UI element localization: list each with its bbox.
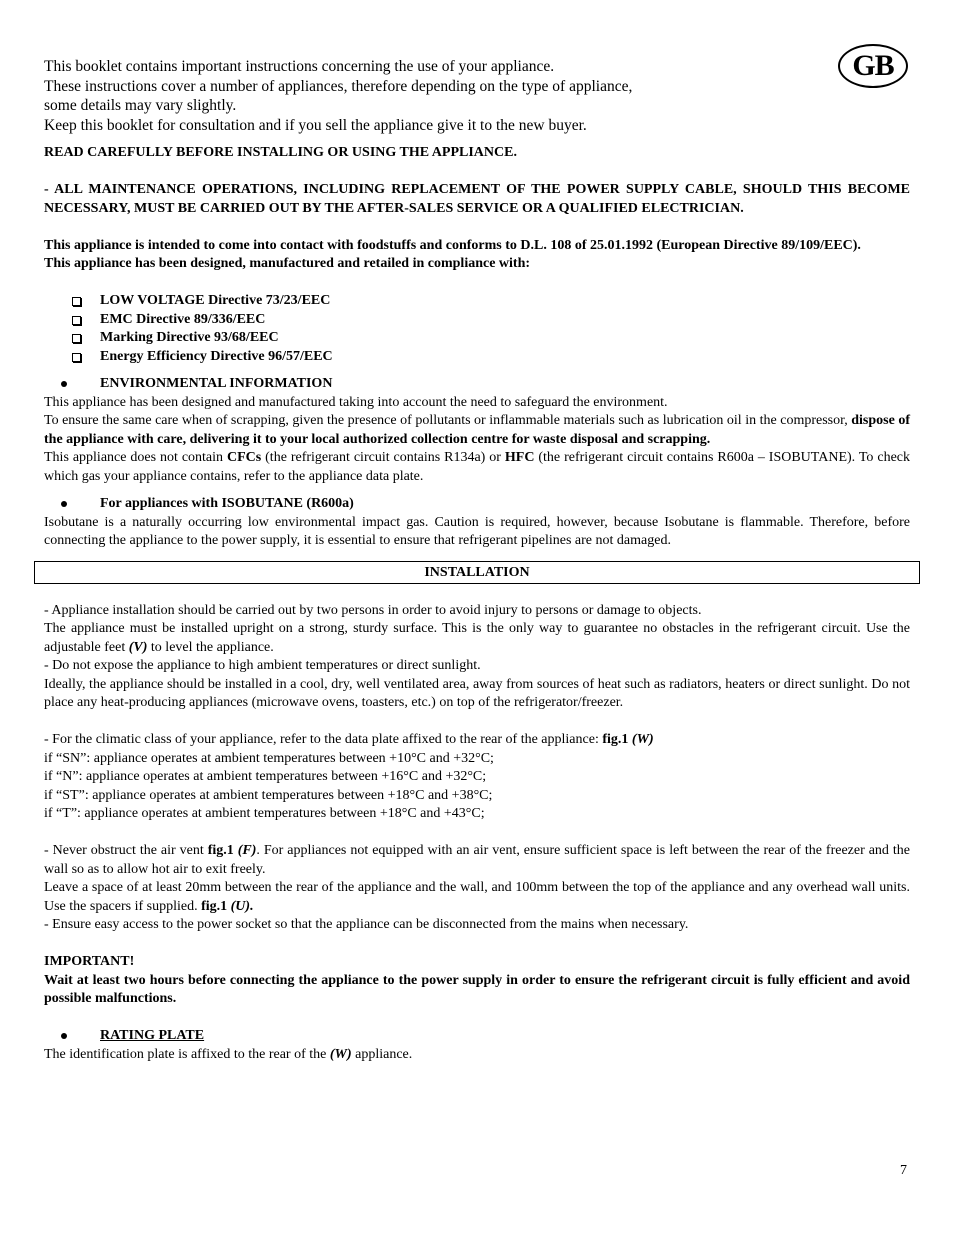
environmental-line: This appliance has been designed and manufactured taking into account the need to safeguard the environment. — [44, 394, 668, 410]
intro-line: This booklet contains important instructions concerning the use of your appliance. — [44, 58, 555, 75]
installation-line: The appliance must be installed upright on a strong, sturdy surface. This is the only way to guarantee no obstacles in the refrigerant circuit. Use the adjustable feet (V) to level the appliance. — [44, 621, 910, 655]
checkbox-bullet-icon — [72, 353, 81, 362]
installation-heading: INSTALLATION — [34, 561, 920, 584]
rating-plate-text: The identification plate is affixed to the rear of the (W) appliance. — [44, 1046, 413, 1062]
air-vent-paragraph: - Never obstruct the air vent fig.1 (F). For appliances not equipped with an air vent, ensure sufficient space is left between the rear of the freezer and the wall so as to allow hot air to exit freely. — [44, 843, 910, 877]
list-item: LOW VOLTAGE Directive 73/23/EEC — [72, 292, 910, 311]
intro-line: Keep this booklet for consultation and if you sell the appliance give it to the new buyer. — [44, 116, 587, 134]
climatic-class-item: if “N”: appliance operates at ambient temperatures between +16°C and +32°C; — [44, 769, 487, 784]
important-heading: IMPORTANT! — [44, 954, 135, 969]
bullet-icon — [61, 381, 67, 387]
climatic-class-item: if “ST”: appliance operates at ambient temperatures between +18°C and +38°C; — [44, 787, 493, 803]
directive-list — [44, 292, 910, 366]
checkbox-bullet-icon — [72, 334, 81, 343]
list-item: EMC Directive 89/336/EEC — [72, 311, 910, 330]
intro-block — [44, 57, 910, 135]
climatic-class-item: if “T”: appliance operates at ambient temperatures between +18°C and +43°C; — [44, 806, 485, 821]
list-item: Marking Directive 93/68/EEC — [72, 329, 910, 348]
rating-plate-heading: RATING PLATE — [44, 1027, 910, 1046]
page-number: 7 — [900, 1163, 907, 1178]
intro-line: These instructions cover a number of appliances, therefore depending on the type of appliance, — [44, 77, 633, 95]
isobutane-paragraph: Isobutane is a naturally occurring low environmental impact gas. Caution is required, however, because Isobutane is flammable. Therefore, before connecting the appliance to the power supply, it is essential to ensure that refrigerant pipelines are not damaged. — [44, 514, 910, 548]
foodstuffs-statement: This appliance is intended to come into contact with foodstuffs and conforms to D.L. 108 of 25.01.1992 (European Directive 89/109/EEC). — [44, 237, 861, 253]
installation-line: - Do not expose the appliance to high ambient temperatures or direct sunlight. — [44, 658, 481, 673]
scrapping-paragraph: To ensure the same care when of scrapping, given the presence of pollutants or inflammable materials such as lubrication oil in the compressor, dispose of the appliance with care, delivering it to your local authorized collection centre for waste disposal and scrapping. — [44, 413, 911, 447]
intro-line: some details may vary slightly. — [44, 97, 237, 114]
refrigerant-paragraph: This appliance does not contain CFCs (the refrigerant circuit contains R134a) or HFC (the refrigerant circuit contains R600a – ISOBUTANE). To check which gas your appliance contains, refer to the appliance data plate. — [44, 450, 910, 484]
gb-language-badge: GB — [838, 44, 908, 88]
read-carefully-notice: READ CAREFULLY BEFORE INSTALLING OR USING THE APPLIANCE. — [44, 145, 517, 160]
checkbox-bullet-icon — [72, 316, 81, 325]
climatic-class-item: if “SN”: appliance operates at ambient temperatures between +10°C and +32°C; — [44, 750, 494, 766]
environmental-heading: ENVIRONMENTAL INFORMATION — [44, 375, 910, 394]
climatic-class-line: - For the climatic class of your appliance, refer to the data plate affixed to the rear of the appliance: fig.1 (W) — [44, 732, 654, 747]
document-page — [44, 57, 910, 1064]
bullet-icon — [61, 501, 67, 507]
installation-line: Ideally, the appliance should be installed in a cool, dry, well ventilated area, away from sources of heat such as radiators, heaters or direct sunlight. Do not place any heat-producing appliances (microwave ovens, toasters, etc.) on top of the refrigerator/freezer. — [44, 676, 910, 710]
power-socket-line: - Ensure easy access to the power socket so that the appliance can be disconnected from the mains when necessary. — [44, 917, 689, 932]
bullet-icon — [61, 1033, 67, 1039]
important-paragraph: Wait at least two hours before connecting the appliance to the power supply in order to ensure the refrigerant circuit is fully efficient and avoid possible malfunctions. — [44, 972, 910, 1006]
list-item: Energy Efficiency Directive 96/57/EEC — [72, 348, 910, 367]
installation-line: - Appliance installation should be carried out by two persons in order to avoid injury to persons or damage to objects. — [44, 602, 702, 618]
compliance-statement: This appliance has been designed, manufactured and retailed in compliance with: — [44, 256, 531, 271]
isobutane-heading: For appliances with ISOBUTANE (R600a) — [44, 495, 910, 514]
checkbox-bullet-icon — [72, 297, 81, 306]
maintenance-warning: - ALL MAINTENANCE OPERATIONS, INCLUDING REPLACEMENT OF THE POWER SUPPLY CABLE, SHOULD THIS BECOME NECESSARY, MUST BE CARRIED OUT BY THE AFTER-SALES SERVICE OR A QUALIFIED ELECTRICIAN. — [44, 182, 910, 216]
spacing-paragraph: Leave a space of at least 20mm between the rear of the appliance and the wall, and 100mm between the top of the appliance and any overhead wall units. Use the spacers if supplied. fig.1 (U). — [44, 880, 910, 914]
